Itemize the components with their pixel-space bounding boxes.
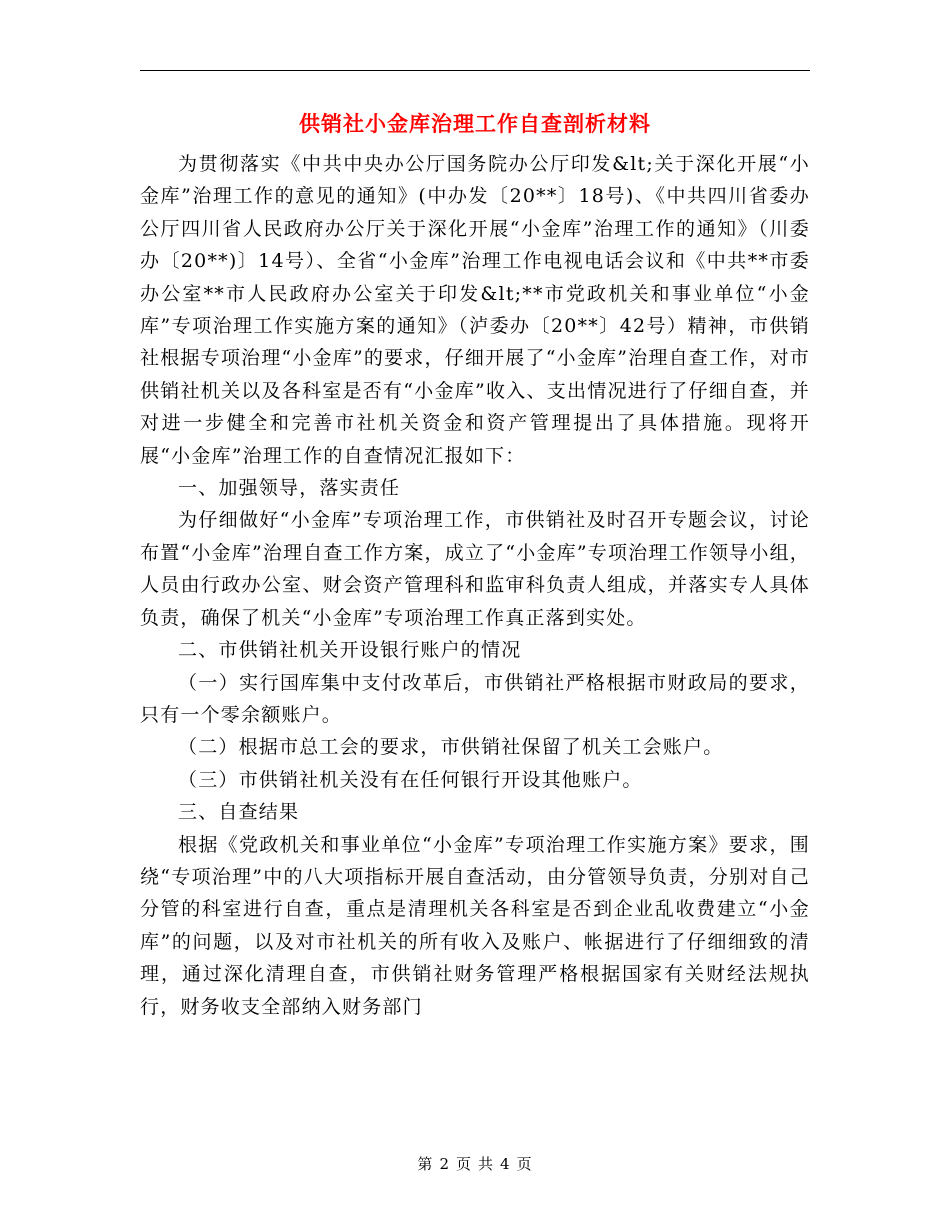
section-1-paragraph: 为仔细做好“小金库”专项治理工作，市供销社及时召开专题会议，讨论布置“小金库”治理自查工作方案，成立了“小金库”专项治理工作领导小组，人员由行政办公室、财会资产管理科和监审科负责人组成，并落实专人具体负责，确保了机关“小金库”专项治理工作真正落到实处。 bbox=[140, 509, 810, 629]
section-heading-3: 三、自查结果 bbox=[178, 801, 300, 824]
page-footer bbox=[0, 1153, 950, 1174]
footer-page-number: 2 bbox=[439, 1155, 450, 1173]
footer-page-unit: 页 bbox=[455, 1155, 472, 1173]
document-body bbox=[140, 148, 810, 1023]
footer-page-label: 第 bbox=[417, 1155, 434, 1173]
section-3-paragraph: 根据《党政机关和事业单位“小金库”专项治理工作实施方案》要求，围绕“专项治理”中的八大项指标开展自查活动，由分管领导负责，分别对自己分管的科室进行自查，重点是清理机关各科室是否到企业乱收费建立“小金库”的问题，以及对市社机关的所有收入及账户、帐据进行了仔细细致的清理，通过深化清理自查，市供销社财务管理严格根据国家有关财经法规执行，财务收支全部纳入财务部门 bbox=[140, 833, 810, 1018]
section-heading-1: 一、加强领导，落实责任 bbox=[178, 477, 401, 500]
section-heading-2: 二、市供销社机关开设银行账户的情况 bbox=[178, 639, 522, 662]
footer-total-unit: 页 bbox=[516, 1155, 533, 1173]
section-2-item-2: （二）根据市总工会的要求，市供销社保留了机关工会账户。 bbox=[178, 736, 724, 759]
document-title: 供销社小金库治理工作自查剖析材料 bbox=[299, 111, 651, 136]
footer-total-pages: 4 bbox=[500, 1155, 511, 1173]
footer-total-label: 共 bbox=[478, 1155, 495, 1173]
section-2-item-3: （三）市供销社机关没有在任何银行开设其他账户。 bbox=[178, 768, 643, 791]
intro-paragraph: 为贯彻落实《中共中央办公厅国务院办公厅印发&lt;关于深化开展“小金库”治理工作的意见的通知》(中办发〔20**〕18号)、《中共四川省委办公厅四川省人民政府办公厅关于深化开展“小金库”治理工作的通知》（川委办〔20**)〕14号）、全省“小金库”治理工作电视电话会议和《中共**市委办公室**市人民政府办公室关于印发&lt;**市党政机关和事业单位“小金库”专项治理工作实施方案的通知》（泸委办〔20**〕42号）精神，市供销社根据专项治理“小金库”的要求，仔细开展了“小金库”治理自查工作，对市供销社机关以及各科室是否有“小金库”收入、支出情况进行了仔细自查，并对进一步健全和完善市社机关资金和资产管理提出了具体措施。现将开展“小金库”治理工作的自查情况汇报如下： bbox=[140, 153, 810, 467]
header-rule bbox=[140, 70, 810, 71]
section-2-item-1: （一）实行国库集中支付改革后，市供销社严格根据市财政局的要求，只有一个零余额账户。 bbox=[140, 671, 810, 726]
